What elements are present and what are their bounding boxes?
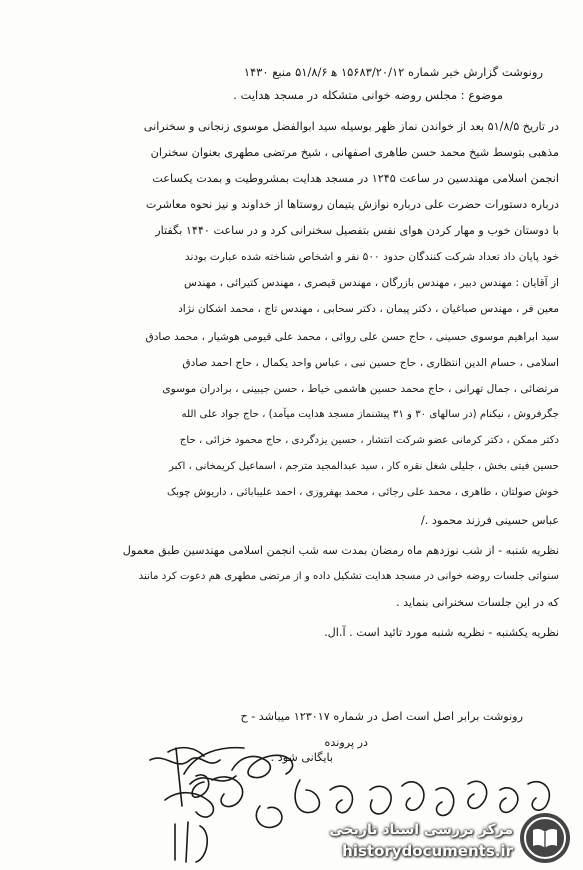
body-line: درباره دستورات حضرت علی درباره نوازش یتیمان روستاها از خداوند و نیز نحوه معاشرت <box>145 198 559 211</box>
filing-note-line2: بایگانی شود . <box>270 751 333 764</box>
opinion-line: سنواتی جلسات روضه خوانی در مسجد هدایت تشکیل داده و از مرتضی مطهری هم دعوت کرد مانند <box>138 571 559 582</box>
body-line: انجمن اسلامی مهندسین در ساعت ۱۲۴۵ در مسجد هدایت بمشروطیت و بمدت یکساعت <box>152 172 559 185</box>
copy-note: رونوشت برابر اصل است اصل در شماره ۱۲۳۰۱۷ میباشد - ح <box>240 710 523 723</box>
body-line: سید ابراهیم موسوی حسینی ، حاج حسن علی روائی ، محمد علی قیومی هوشیار ، محمد صادق <box>145 331 559 343</box>
opinion-line: که در این جلسات سخنرانی بنماید . <box>396 596 559 609</box>
final-opinion: نظریه یکشنبه - نظریه شنبه مورد تائید است . آ.ال. <box>324 626 559 639</box>
body-line: خوش صولتان ، طاهری ، محمد علی رجائی ، محمد بهفروزی ، احمد علیبابائی ، داریوش چوبک <box>166 487 559 498</box>
watermark-url[interactable]: historydocuments.ir <box>342 842 513 860</box>
watermark-org-name: مرکز بررسی اسناد تاریخی <box>329 822 513 838</box>
body-line: حسین فیتی بخش ، جلیلی شغل نقره کار ، سید عبدالمجید مترجم ، اسماعیل کریمخانی ، اکبر <box>168 461 559 472</box>
body-line: در تاریخ ۵۱/۸/۵ بعد از خواندن نماز ظهر بوسیله سید ابوالفضل موسوی زنجانی و سخنرانی <box>143 120 559 133</box>
opinion-line: نظریه شنبه - از شب نوزدهم ماه رمضان بمدت سه شب انجمن اسلامی مهندسین طبق معمول <box>122 544 559 557</box>
body-line: با دوستان خوب و مهار کردن هوای نفس بتفصیل سخنرانی کرد و در ساعت ۱۴۴۰ بگفتار <box>155 224 559 237</box>
body-line: خود پایان داد تعداد شرکت کنندگان حدود ۵۰۰ نفر و اشخاص شناخته شده عبارت بودند <box>184 251 559 263</box>
filing-note-line1: در پرونده <box>324 736 368 749</box>
body-line: مذهبی بتوسط شیخ محمد حسن طاهری اصفهانی ، شیخ مرتضی مطهری بعنوان سخنران <box>150 146 559 159</box>
body-line: از آقایان : مهندس دبیر ، مهندس بازرگان ، مهندس قیصری ، مهندس کتیرائی ، مهندس <box>184 277 559 289</box>
book-emblem-icon <box>517 810 573 866</box>
body-line: دکتر ممکن ، دکتر کرمانی عضو شرکت انتشار ، حسین یزدگردی ، حاج محمود خزائی ، حاج <box>179 435 559 446</box>
body-line: عباس حسینی فرزند محمود ./ <box>421 514 559 527</box>
report-reference-line: رونوشت گزارش خبر شماره ۱۵۶۸۳/۲۰/۱۲ ه‍ ۵۱/۸/۶ منبع ۱۴۳۰ <box>243 65 543 79</box>
body-line: معین فر ، مهندس صباغیان ، دکتر پیمان ، دکتر سحابی ، مهندس تاج ، محمد اشکان نژاد <box>178 303 559 315</box>
body-line: اسلامی ، حسام الدین انتظاری ، حاج حسین نبی ، عباس واحد یکمال ، حاج احمد صادق <box>182 357 559 369</box>
report-subject: موضوع : مجلس روضه خوانی متشکله در مسجد هدایت . <box>233 88 503 102</box>
body-line: جگرفروش ، نیکنام (در سالهای ۳۰ و ۳۱ پیشنماز مسجد هدایت میآمد) ، حاج جواد علی الله <box>181 409 559 420</box>
body-line: مرتضائی ، جمال تهرانی ، حاج محمد حسین هاشمی خیاط ، حسن جیبینی ، برادران موسوی <box>162 383 559 395</box>
